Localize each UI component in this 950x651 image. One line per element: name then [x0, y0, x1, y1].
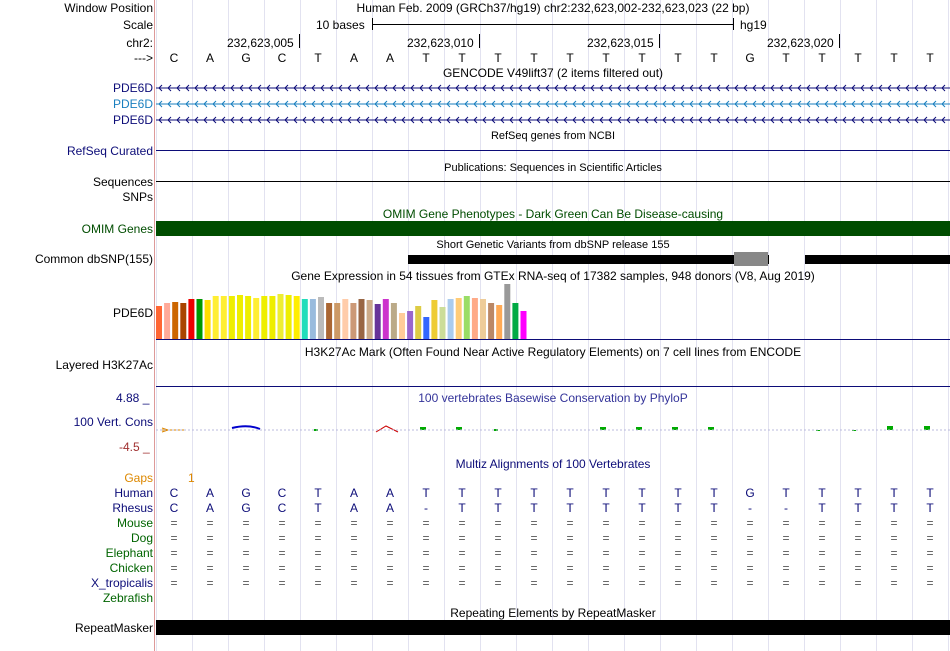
human-base: T: [530, 486, 538, 500]
human-base: T: [458, 486, 466, 500]
alignment-match: =: [674, 561, 682, 575]
alignment-match: =: [638, 516, 646, 530]
alignment-match: =: [206, 516, 214, 530]
gencode-item-2-label[interactable]: PDE6D: [112, 97, 153, 111]
alignment-match: =: [746, 516, 754, 530]
alignment-match: =: [818, 576, 826, 590]
rhesus-base: T: [890, 501, 898, 515]
gtex-tissue-bar[interactable]: [164, 303, 170, 339]
sequence-base: A: [349, 51, 358, 65]
alignment-match: =: [710, 531, 718, 545]
human-base: T: [926, 486, 934, 500]
species-chicken[interactable]: Chicken: [109, 561, 153, 575]
coordinate-2: 232,623,010: [407, 36, 474, 50]
alignment-match: =: [746, 546, 754, 560]
gtex-tissue-bar[interactable]: [253, 298, 259, 339]
sequence-base: T: [674, 51, 682, 65]
dbsnp-label[interactable]: Common dbSNP(155): [34, 252, 153, 266]
alignment-match: =: [602, 516, 610, 530]
alignment-match: =: [206, 531, 214, 545]
species-rhesus[interactable]: Rhesus: [112, 501, 153, 515]
species-zebrafish[interactable]: Zebrafish: [102, 591, 153, 605]
gtex-tissue-bar[interactable]: [278, 294, 284, 339]
human-base: G: [241, 486, 251, 500]
alignment-match: =: [170, 516, 178, 530]
gtex-tissue-bar[interactable]: [472, 298, 478, 339]
alignment-match: =: [746, 576, 754, 590]
gtex-tissue-bar[interactable]: [342, 299, 348, 339]
chrom-label: chr2:: [126, 36, 153, 50]
human-base: A: [205, 486, 214, 500]
alignment-match: =: [422, 576, 430, 590]
gtex-tissue-bar[interactable]: [172, 302, 178, 339]
rhesus-base: T: [530, 501, 538, 515]
alignment-match: =: [458, 576, 466, 590]
gencode-item-3-feature[interactable]: [156, 114, 950, 126]
alignment-match: =: [278, 561, 286, 575]
alignment-match: =: [854, 576, 862, 590]
human-base: T: [494, 486, 502, 500]
alignment-match: =: [458, 531, 466, 545]
gtex-tissue-bar[interactable]: [205, 300, 211, 339]
gtex-bar-chart[interactable]: [156, 284, 536, 340]
sequence-base: C: [277, 51, 287, 65]
rhesus-base: T: [854, 501, 862, 515]
alignment-match: =: [422, 561, 430, 575]
alignment-match: =: [530, 516, 538, 530]
alignment-match: =: [566, 576, 574, 590]
alignment-match: =: [206, 576, 214, 590]
conservation-max: 4.88 _: [116, 391, 150, 405]
window-position-label: Window Position: [64, 1, 153, 15]
gtex-tissue-bar[interactable]: [488, 303, 494, 339]
gtex-tissue-bar[interactable]: [237, 295, 243, 339]
alignment-match: =: [926, 516, 934, 530]
alignment-match: =: [674, 531, 682, 545]
alignment-match: =: [890, 531, 898, 545]
alignment-match: =: [926, 546, 934, 560]
alignment-match: =: [314, 576, 322, 590]
alignment-match: =: [458, 561, 466, 575]
alignment-match: =: [818, 531, 826, 545]
sequence-base: T: [926, 51, 934, 65]
gtex-tissue-bar[interactable]: [310, 299, 316, 339]
alignment-match: =: [278, 576, 286, 590]
alignment-match: =: [494, 561, 502, 575]
gtex-tissue-bar[interactable]: [367, 300, 373, 339]
gtex-tissue-bar[interactable]: [448, 299, 454, 339]
gtex-tissue-bar[interactable]: [496, 305, 502, 339]
alignment-match: =: [602, 546, 610, 560]
alignment-match: =: [746, 531, 754, 545]
alignment-match: =: [242, 516, 250, 530]
alignment-match: =: [278, 516, 286, 530]
human-base: T: [566, 486, 574, 500]
human-base: A: [385, 486, 394, 500]
alignment-match: =: [926, 561, 934, 575]
strand-label: --->: [134, 51, 153, 65]
sequence-base: T: [422, 51, 430, 65]
species-human[interactable]: Human: [114, 486, 153, 500]
repeatmasker-title[interactable]: Repeating Elements by RepeatMasker: [450, 606, 656, 620]
sequence-base: C: [169, 51, 179, 65]
sequence-base: A: [385, 51, 394, 65]
gtex-baseline: [156, 339, 950, 340]
alignment-match: =: [602, 531, 610, 545]
gtex-tissue-bar[interactable]: [431, 300, 437, 339]
rhesus-base: T: [926, 501, 934, 515]
alignment-match: =: [350, 546, 358, 560]
sequence-base: T: [458, 51, 466, 65]
alignment-match: =: [638, 561, 646, 575]
alignment-match: =: [350, 576, 358, 590]
human-base: T: [710, 486, 718, 500]
alignment-match: =: [638, 576, 646, 590]
alignment-match: =: [314, 531, 322, 545]
gtex-tissue-bar[interactable]: [334, 303, 340, 339]
conservation-title[interactable]: 100 vertebrates Basewise Conservation by PhyloP: [418, 391, 688, 405]
alignment-match: =: [206, 561, 214, 575]
gtex-tissue-bar[interactable]: [383, 299, 389, 339]
gtex-tissue-bar[interactable]: [399, 313, 405, 339]
gtex-tissue-bar[interactable]: [456, 298, 462, 339]
rhesus-base: T: [566, 501, 574, 515]
rhesus-base: T: [638, 501, 646, 515]
alignment-match: =: [350, 531, 358, 545]
alignment-match: =: [494, 546, 502, 560]
sequence-base: T: [494, 51, 502, 65]
rhesus-base: -: [424, 501, 428, 515]
rhesus-base: T: [494, 501, 502, 515]
alignment-match: =: [530, 561, 538, 575]
snps-label[interactable]: SNPs: [122, 190, 153, 204]
repeatmasker-label[interactable]: RepeatMasker: [74, 621, 153, 635]
alignment-match: =: [458, 516, 466, 530]
gtex-tissue-bar[interactable]: [521, 311, 527, 339]
alignment-match: =: [674, 576, 682, 590]
rhesus-base: T: [818, 501, 826, 515]
label-divider: [154, 0, 155, 651]
h3k27ac-label[interactable]: Layered H3K27Ac: [55, 358, 153, 372]
species-elephant[interactable]: Elephant: [105, 546, 153, 560]
gtex-tissue-bar[interactable]: [269, 296, 275, 339]
coordinate-tick-4: [839, 34, 840, 48]
rhesus-base: T: [710, 501, 718, 515]
sequence-base: T: [854, 51, 862, 65]
alignment-match: =: [602, 576, 610, 590]
human-base: T: [782, 486, 790, 500]
alignment-match: =: [782, 531, 790, 545]
gaps-value: 1: [188, 471, 195, 485]
gtex-tissue-bar[interactable]: [350, 303, 356, 339]
refseq-label[interactable]: RefSeq Curated: [66, 144, 153, 158]
gtex-tissue-bar[interactable]: [359, 299, 365, 339]
human-base: T: [602, 486, 610, 500]
conservation-signal[interactable]: [156, 420, 950, 440]
alignment-match: =: [530, 576, 538, 590]
publications-title[interactable]: Publications: Sequences in Scientific Articles: [444, 162, 662, 174]
alignment-match: =: [170, 561, 178, 575]
alignment-match: =: [494, 516, 502, 530]
alignment-match: =: [314, 561, 322, 575]
human-base: T: [818, 486, 826, 500]
alignment-match: =: [278, 531, 286, 545]
rhesus-base: A: [349, 501, 358, 515]
alignment-match: =: [854, 546, 862, 560]
conservation-label[interactable]: 100 Vert. Cons: [73, 415, 153, 429]
coordinate-3: 232,623,015: [587, 36, 654, 50]
alignment-match: =: [926, 576, 934, 590]
dbsnp-variant-highlight[interactable]: [734, 252, 768, 266]
alignment-match: =: [350, 561, 358, 575]
h3k27ac-baseline: [156, 386, 950, 387]
alignment-match: =: [854, 516, 862, 530]
alignment-match: =: [566, 531, 574, 545]
omim-label[interactable]: OMIM Genes: [81, 222, 153, 236]
omim-feature[interactable]: [156, 221, 950, 236]
sequence-base: T: [818, 51, 826, 65]
alignment-match: =: [674, 516, 682, 530]
alignment-match: =: [782, 576, 790, 590]
gtex-tissue-bar[interactable]: [213, 296, 219, 339]
alignment-match: =: [386, 531, 394, 545]
alignment-match: =: [170, 531, 178, 545]
alignment-match: =: [242, 546, 250, 560]
sequence-base: T: [710, 51, 718, 65]
scale-text: 10 bases: [316, 18, 365, 32]
rhesus-base: A: [205, 501, 214, 515]
alignment-match: =: [242, 561, 250, 575]
gtex-tissue-bar[interactable]: [261, 296, 267, 339]
refseq-title[interactable]: RefSeq genes from NCBI: [490, 130, 616, 142]
alignment-match: =: [386, 516, 394, 530]
alignment-match: =: [386, 576, 394, 590]
alignment-match: =: [422, 516, 430, 530]
sequence-base: T: [638, 51, 646, 65]
dbsnp-feature-1[interactable]: [408, 255, 769, 264]
alignment-match: =: [530, 546, 538, 560]
alignment-match: =: [566, 561, 574, 575]
alignment-match: =: [710, 516, 718, 530]
sequence-base: G: [745, 51, 755, 65]
coordinate-tick-1: [299, 34, 300, 48]
gtex-tissue-bar[interactable]: [423, 317, 429, 339]
species-dog[interactable]: Dog: [130, 531, 153, 545]
alignment-match: =: [890, 516, 898, 530]
gtex-label[interactable]: PDE6D: [112, 306, 153, 320]
alignment-match: =: [818, 516, 826, 530]
alignment-match: =: [710, 576, 718, 590]
gaps-label: Gaps: [124, 471, 153, 485]
rhesus-base: T: [314, 501, 322, 515]
coordinate-tick-2: [479, 34, 480, 48]
alignment-match: =: [782, 546, 790, 560]
human-base: T: [890, 486, 898, 500]
species-mouse[interactable]: Mouse: [116, 516, 153, 530]
rhesus-base: T: [674, 501, 682, 515]
gtex-tissue-bar[interactable]: [512, 303, 518, 339]
human-base: T: [314, 486, 322, 500]
gencode-item-3-label[interactable]: PDE6D: [112, 113, 153, 127]
human-base: G: [745, 486, 755, 500]
alignment-match: =: [386, 561, 394, 575]
alignment-match: =: [782, 561, 790, 575]
human-base: T: [638, 486, 646, 500]
publications-label[interactable]: Sequences: [92, 175, 153, 189]
window-position-value: Human Feb. 2009 (GRCh37/hg19) chr2:232,623,002-232,623,023 (22 bp): [356, 1, 750, 15]
gtex-tissue-bar[interactable]: [197, 299, 203, 339]
gtex-title[interactable]: Gene Expression in 54 tissues from GTEx RNA-seq of 17382 samples, 948 donors (V8, Aug 2019): [291, 269, 815, 283]
gtex-tissue-bar[interactable]: [302, 299, 308, 339]
alignment-match: =: [206, 546, 214, 560]
alignment-match: =: [710, 561, 718, 575]
sequence-base: A: [205, 51, 214, 65]
coordinate-4: 232,623,020: [767, 36, 834, 50]
alignment-match: =: [854, 561, 862, 575]
rhesus-base: -: [748, 501, 752, 515]
alignment-match: =: [818, 561, 826, 575]
refseq-feature[interactable]: [156, 150, 950, 151]
human-base: A: [349, 486, 358, 500]
gtex-tissue-bar[interactable]: [180, 303, 186, 339]
alignment-match: =: [890, 546, 898, 560]
h3k27ac-title[interactable]: H3K27Ac Mark (Often Found Near Active Regulatory Elements) on 7 cell lines from ENCODE: [304, 345, 802, 359]
rhesus-base: A: [385, 501, 394, 515]
alignment-match: =: [350, 516, 358, 530]
alignment-match: =: [746, 561, 754, 575]
alignment-match: =: [710, 546, 718, 560]
human-base: C: [277, 486, 287, 500]
conservation-min: -4.5 _: [119, 440, 150, 454]
alignment-match: =: [494, 576, 502, 590]
gtex-tissue-bar[interactable]: [480, 299, 486, 339]
dbsnp-title[interactable]: Short Genetic Variants from dbSNP release 155: [436, 239, 670, 251]
alignment-match: =: [854, 531, 862, 545]
assembly-label: hg19: [740, 18, 767, 32]
alignment-match: =: [170, 546, 178, 560]
alignment-match: =: [638, 546, 646, 560]
sequence-base: T: [530, 51, 538, 65]
gtex-tissue-bar[interactable]: [440, 307, 446, 339]
alignment-match: =: [242, 576, 250, 590]
gtex-tissue-bar[interactable]: [245, 296, 251, 339]
sequence-base: T: [566, 51, 574, 65]
scale-label: Scale: [122, 18, 153, 32]
alignment-match: =: [314, 516, 322, 530]
sequence-base: G: [241, 51, 251, 65]
alignment-match: =: [566, 516, 574, 530]
human-base: C: [169, 486, 179, 500]
scale-bar: [372, 18, 734, 30]
alignment-match: =: [926, 531, 934, 545]
sequence-base: T: [602, 51, 610, 65]
gtex-tissue-bar[interactable]: [221, 296, 227, 339]
alignment-match: =: [818, 546, 826, 560]
rhesus-base: C: [169, 501, 179, 515]
gtex-tissue-bar[interactable]: [294, 296, 300, 339]
gtex-tissue-bar[interactable]: [326, 303, 332, 339]
alignment-match: =: [638, 531, 646, 545]
alignment-match: =: [422, 546, 430, 560]
coordinate-tick-3: [659, 34, 660, 48]
alignment-match: =: [170, 576, 178, 590]
alignment-match: =: [494, 531, 502, 545]
gencode-item-1-feature[interactable]: [156, 82, 950, 94]
gtex-tissue-bar[interactable]: [464, 296, 470, 339]
gencode-item-1-label[interactable]: PDE6D: [112, 81, 153, 95]
gencode-title[interactable]: GENCODE V49lift37 (2 items filtered out): [442, 66, 664, 80]
gencode-item-2-feature[interactable]: [156, 98, 950, 110]
sequence-base: T: [782, 51, 790, 65]
alignment-match: =: [242, 531, 250, 545]
alignment-match: =: [314, 546, 322, 560]
multiz-title[interactable]: Multiz Alignments of 100 Vertebrates: [455, 457, 651, 471]
alignment-match: =: [890, 561, 898, 575]
alignment-match: =: [890, 576, 898, 590]
rhesus-base: G: [241, 501, 251, 515]
rhesus-base: T: [458, 501, 466, 515]
alignment-match: =: [782, 516, 790, 530]
publications-feature[interactable]: [156, 181, 950, 182]
rhesus-base: T: [602, 501, 610, 515]
coordinate-1: 232,623,005: [227, 36, 294, 50]
alignment-match: =: [530, 531, 538, 545]
gtex-tissue-bar[interactable]: [229, 296, 235, 339]
alignment-match: =: [674, 546, 682, 560]
alignment-match: =: [386, 546, 394, 560]
rhesus-base: C: [277, 501, 287, 515]
gtex-tissue-bar[interactable]: [415, 306, 421, 339]
omim-title[interactable]: OMIM Gene Phenotypes - Dark Green Can Be Disease-causing: [382, 207, 724, 221]
alignment-match: =: [566, 546, 574, 560]
alignment-match: =: [458, 546, 466, 560]
human-base: T: [854, 486, 862, 500]
human-base: T: [674, 486, 682, 500]
sequence-base: T: [314, 51, 322, 65]
alignment-match: =: [422, 531, 430, 545]
alignment-match: =: [278, 546, 286, 560]
gtex-tissue-bar[interactable]: [318, 297, 324, 339]
human-base: T: [422, 486, 430, 500]
dbsnp-feature-2[interactable]: [805, 255, 950, 264]
gtex-tissue-bar[interactable]: [391, 303, 397, 339]
gtex-tissue-bar[interactable]: [156, 306, 162, 339]
sequence-base: T: [890, 51, 898, 65]
rhesus-base: -: [784, 501, 788, 515]
gtex-tissue-bar[interactable]: [375, 304, 381, 339]
gtex-tissue-bar[interactable]: [286, 295, 292, 339]
species-x-tropicalis[interactable]: X_tropicalis: [90, 576, 153, 590]
alignment-match: =: [602, 561, 610, 575]
gtex-tissue-bar[interactable]: [407, 311, 413, 339]
gtex-tissue-bar[interactable]: [504, 284, 510, 339]
repeatmasker-feature[interactable]: [156, 620, 950, 635]
gtex-tissue-bar[interactable]: [188, 299, 194, 339]
